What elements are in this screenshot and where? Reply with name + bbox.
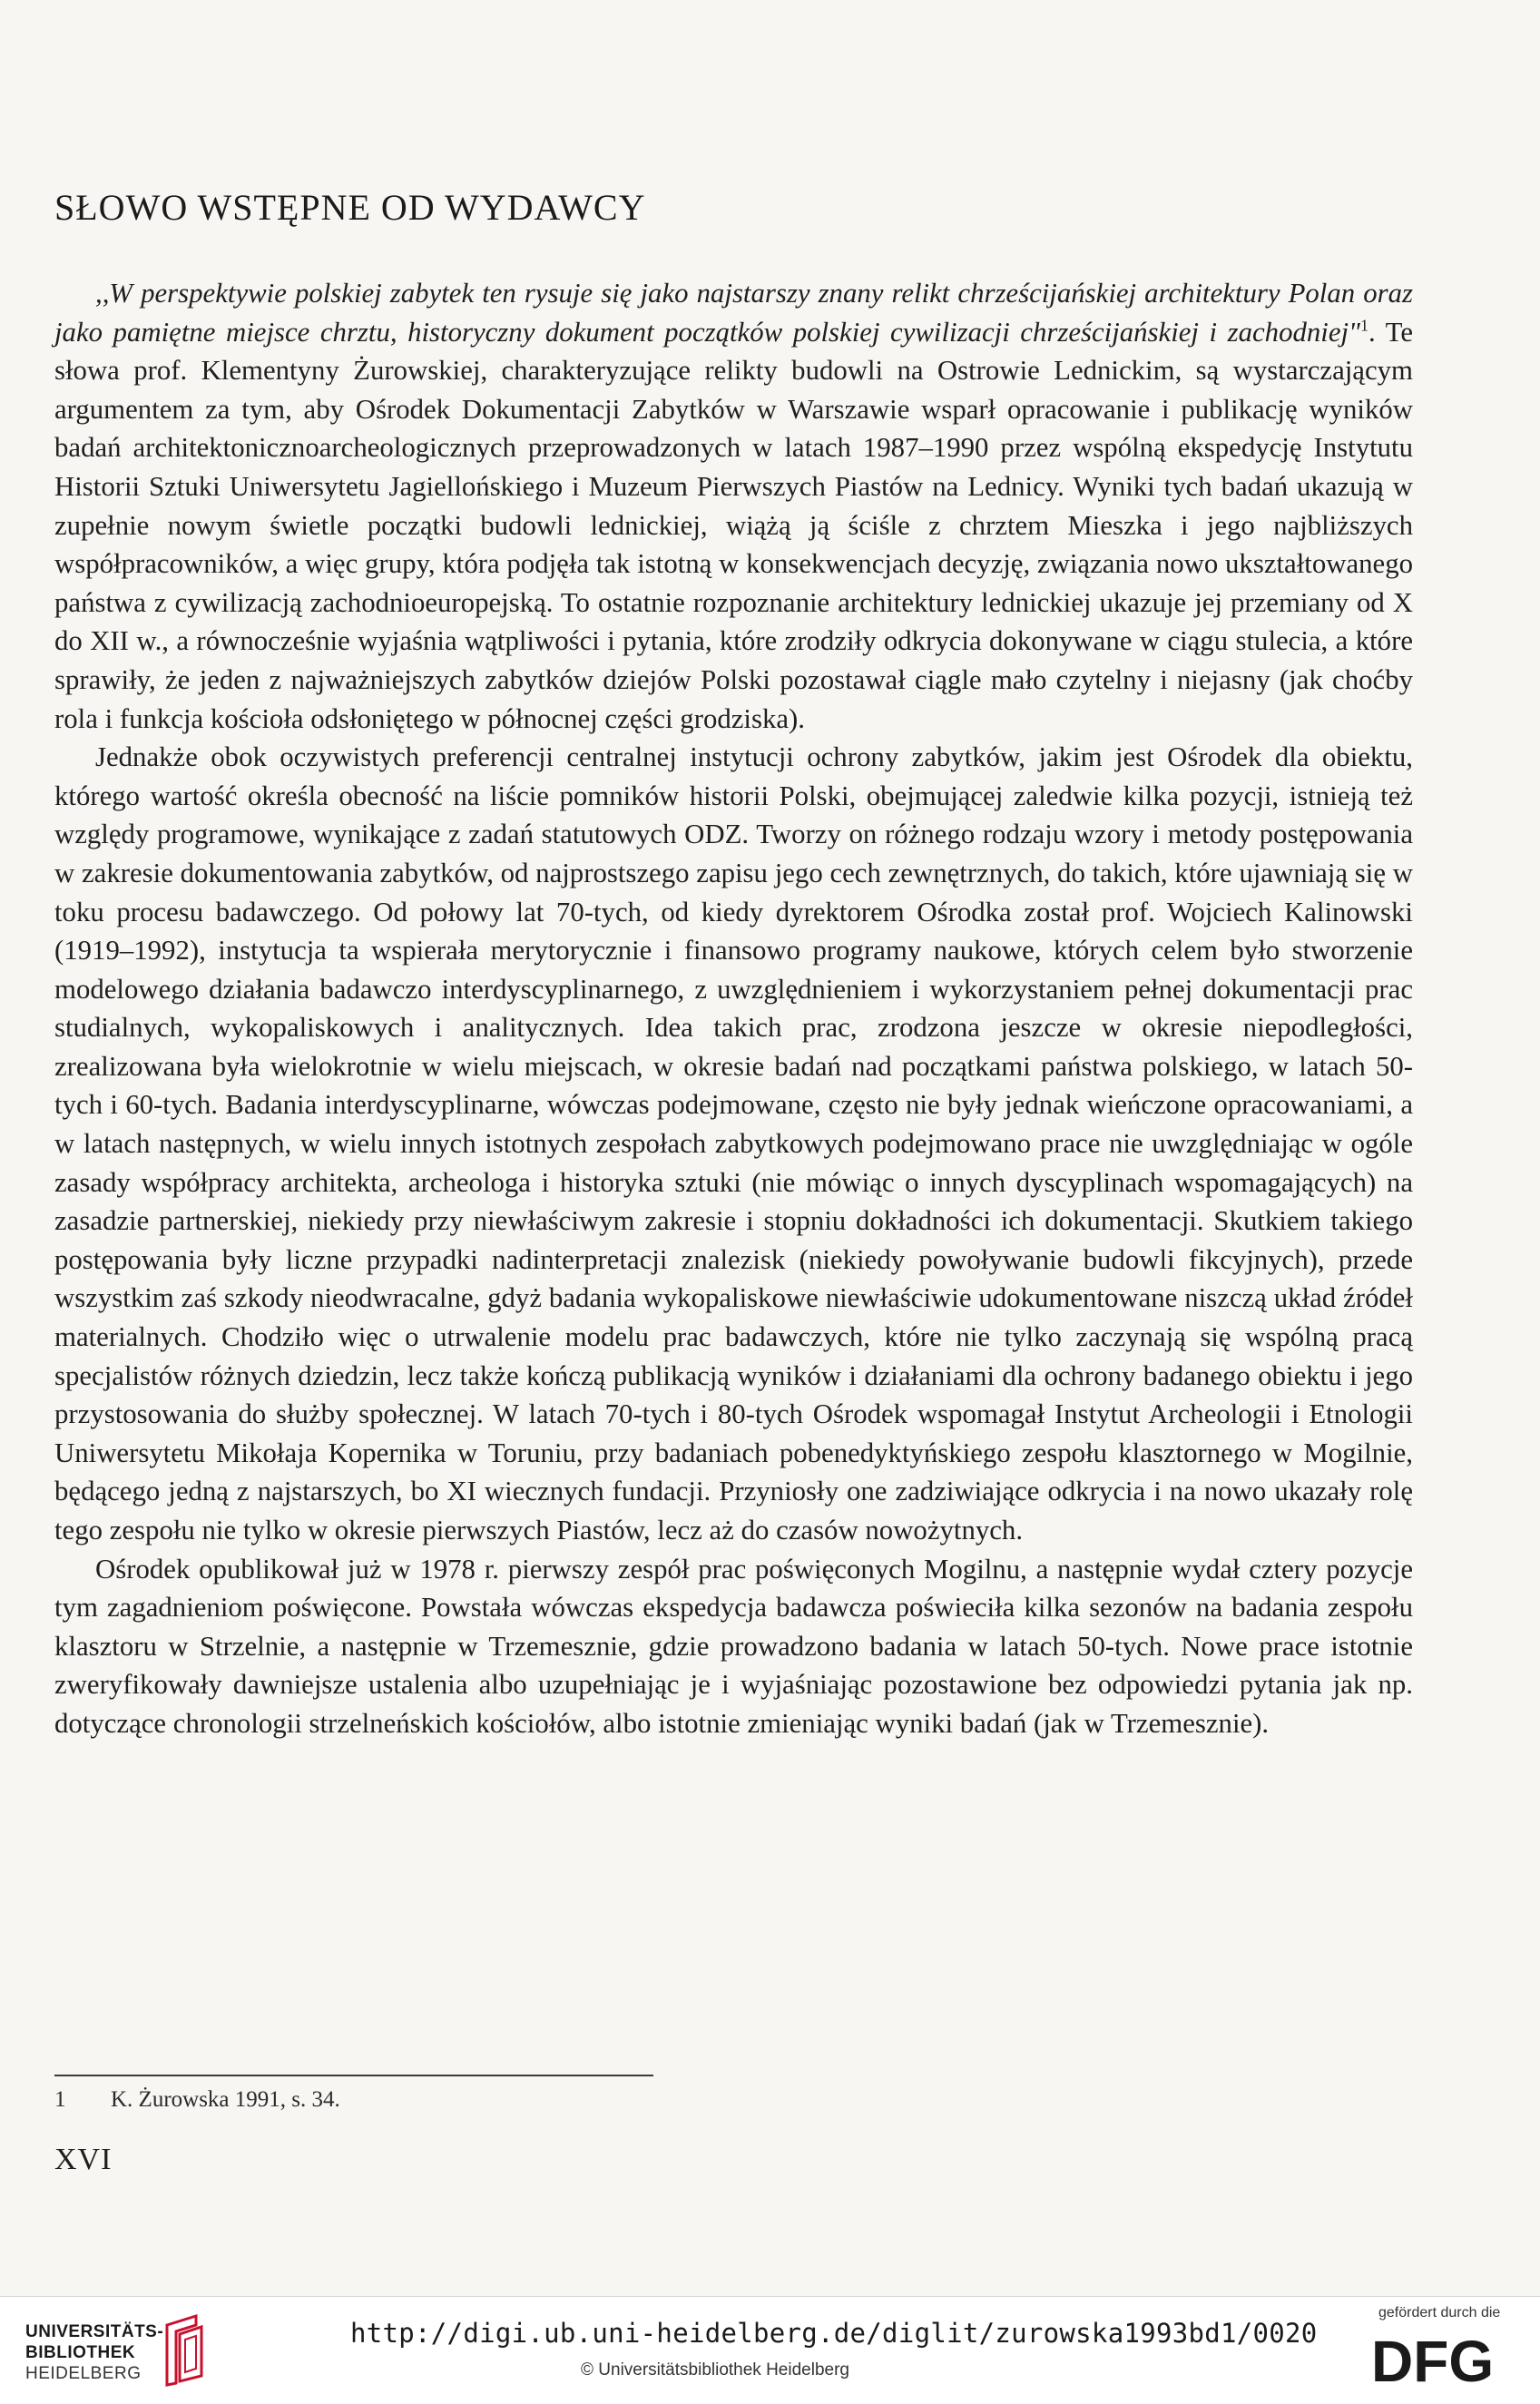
library-name[interactable] xyxy=(25,2321,163,2384)
dfg-logo-text: DFG xyxy=(1371,2329,1495,2389)
footnote-reference: 1 xyxy=(1359,316,1368,335)
copyright-notice: © Universitätsbibliothek Heidelberg xyxy=(581,2360,849,2379)
digitization-footer xyxy=(0,2296,1540,2404)
paragraph-1 xyxy=(54,274,1413,738)
body-text xyxy=(54,274,1413,1743)
funder-label: gefördert durch die xyxy=(1378,2305,1501,2321)
opening-quote: ,,W perspektywie polskiej zabytek ten rysuje się jako najstarszy znany relikt chrześcijańskiej architektury Polan oraz jako pamiętne miejsce chrztu, historyczny dokument początków polskiej cywilizacji chrześcijańskiej i zachodniej" xyxy=(54,278,1413,348)
library-name-line3: HEIDELBERG xyxy=(25,2364,142,2383)
dfg-logo-icon[interactable] xyxy=(1371,2329,1516,2389)
library-name-line1: UNIVERSITÄTS- xyxy=(25,2322,164,2341)
paragraph-2: Jednakże obok oczywistych preferencji centralnej instytucji ochrony zabytków, jakim jest Ośrodek dla obiektu, którego wartość określa obecność na liście pomników historii Polski, obejmującej zaledwie kilka pozycji, istnieją też względy programowe, wynikające z zadań statutowych ODZ. Tworzy on różnego rodzaju wzory i metody postępowania w zakresie dokumentowania zabytków, od najprostszego zapisu jego cech zewnętrznych, do takich, które ujawniają się w toku procesu badawczego. Od połowy lat 70-tych, od kiedy dyrektorem Ośrodka został prof. Wojciech Kalinowski (1919–1992), instytucja ta wspierała merytorycznie i finansowo programy naukowe, których celem było stworzenie modelowego działania badawczo interdyscyplinarnego, z uwzględnieniem i wykorzystaniem pełnej dokumentacji prac studialnych, wykopaliskowych i analitycznych. Idea takich prac, zrodzona jeszcze w okresie niepodległości, zrealizowana była wielokrotnie w wielu miejscach, w okresie badań nad początkami państwa polskiego, w latach 50-tych i 60-tych. Badania interdyscyplinarne, wówczas podejmowane, często nie były jednak wieńczone opracowaniami, a w latach następnych, w wielu innych istotnych zespołach zabytkowych podejmowano prace nie uwzględniając w ogóle zasady współpracy architekta, archeologa i historyka sztuki (nie mówiąc o innych dyscyplinach wspomagających) na zasadzie partnerskiej, niekiedy przy niewłaściwym zakresie i stopniu dokładności ich dokumentacji. Skutkiem takiego postępowania były liczne przypadki nadinterpretacji znalezisk (niekiedy powoływanie budowli fikcyjnych), przede wszystkim zaś szkody nieodwracalne, gdyż badania wykopaliskowe niewłaściwie udokumentowane niszczą układ źródeł materialnych. Chodziło więc o utrwalenie modelu prac badawczych, które nie tylko zaczynają się wspólną pracą specjalistów różnych dziedzin, lecz także kończą publikacją wyników i działaniami dla ochrony badanego obiektu i jego przystosowania do służby społecznej. W latach 70-tych i 80-tych Ośrodek wspomagał Instytut Archeologii i Etnologii Uniwersytetu Mikołaja Kopernika w Toruniu, przy badaniach pobenedyktyńskiego zespołu klasztornego w Mogilnie, będącego jedną z najstarszych, bo XI wiecznych fundacji. Przyniosły one zadziwiające odkrycia i na nowo ukazały rolę tego zespołu nie tylko w okresie pierwszych Piastów, lecz aż do czasów nowożytnych. xyxy=(54,741,1413,1545)
section-heading: SŁOWO WSTĘPNE OD WYDAWCY xyxy=(54,187,646,228)
page-number: XVI xyxy=(54,2143,113,2176)
footnote-number: 1 xyxy=(54,2087,66,2112)
permalink-url[interactable]: http://digi.ub.uni-heidelberg.de/diglit/zurowska1993bd1/0020 xyxy=(350,2318,1318,2349)
footnote xyxy=(54,2085,340,2115)
footnote-text: K. Żurowska 1991, s. 34. xyxy=(111,2087,340,2112)
paragraph-3: Ośrodek opublikował już w 1978 r. pierwszy zespół prac poświęconych Mogilnu, a następnie wydał cztery pozycje tym zagadnieniom poświęcone. Powstała wówczas ekspedycja badawcza poświeciła kilka sezonów na badania zespołu klasztoru w Strzelnie, a następnie w Trzemesznie, gdzie prowadzono badania w latach 50-tych. Nowe prace istotnie zweryfikowały dawniejsze ustalenia albo uzupełniając je i wyjaśniając pozostawione bez odpowiedzi pytania jak np. dotyczące chronologii strzelneńskich kościołów, albo istotnie zmieniając wyniki badań (jak w Trzemesznie). xyxy=(54,1553,1413,1739)
library-name-line2: BIBLIOTHEK xyxy=(25,2343,136,2362)
footnote-divider xyxy=(54,2075,653,2076)
library-logo-icon xyxy=(162,2312,207,2389)
paragraph-1-text: . Te słowa prof. Klementyny Żurowskiej, charakteryzujące relikty budowli na Ostrowie Lednickim, są wystarczającym argumentem za tym, aby Ośrodek Dokumentacji Zabytków w Warszawie wsparł opracowanie i publikację wyników badań architektonicznoarcheologicznych przeprowadzonych w latach 1987–1990 przez wspólną ekspedycję Instytutu Historii Sztuki Uniwersytetu Jagiellońskiego i Muzeum Pierwszych Piastów na Lednicy. Wyniki tych badań ukazują w zupełnie nowym świetle początki budowli lednickiej, wiążą ją ściśle z chrztem Mieszka i jego najbliższych współpracowników, a więc grupy, która podjęła tak istotną w konsekwencjach decyzję, związania nowo ukształtowanego państwa z cywilizacją zachodnioeuropejską. To ostatnie rozpoznanie architektury lednickiej ukazuje jej przemiany od X do XII w., a równocześnie wyjaśnia wątpliwości i pytania, które zrodziły odkrycia dokonywane w ciągu stulecia, a które sprawiły, że jeden z najważniejszych zabytków dziejów Polski pozostawał ciągle mało czytelny i niejasny (jak choćby rola i funkcja kościoła odsłoniętego w północnej części grodziska). xyxy=(54,316,1413,734)
